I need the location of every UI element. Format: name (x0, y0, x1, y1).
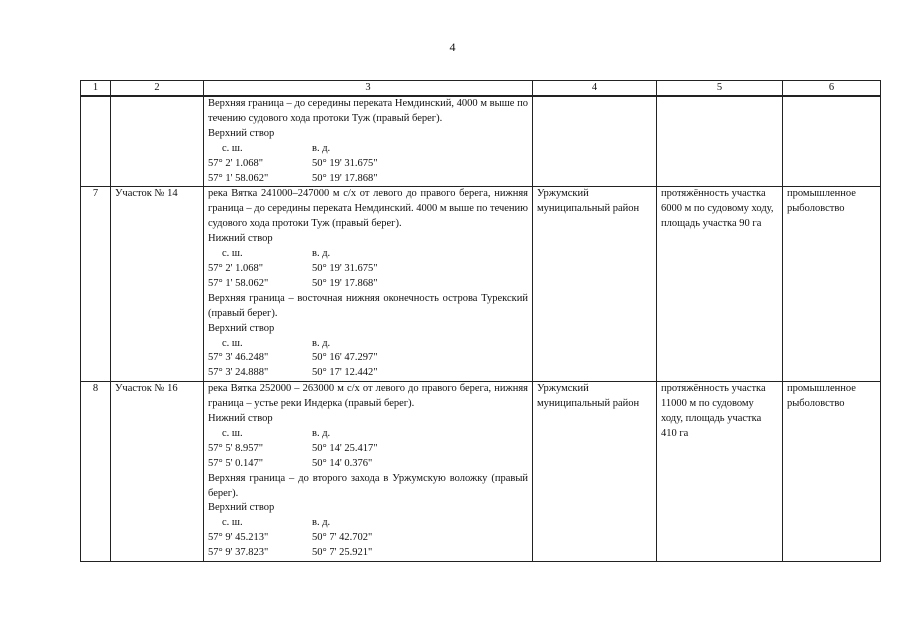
latitude: 57° 1' 58.062" (208, 277, 269, 289)
coordinate-line (208, 247, 528, 262)
description-line: река Вятка 241000–247000 м с/х от левого до правого берега, нижняя граница – до середины переката Немдинский. 4000 м выше по течению судового хода протоки Туж (правый берег). (208, 188, 528, 230)
header-cell: 1 (81, 81, 111, 97)
fishing-use (783, 96, 881, 187)
coordinate-line (208, 351, 528, 366)
coordinate-line (208, 337, 528, 352)
description-line: Нижний створ (208, 233, 273, 245)
latitude: 57° 1' 58.062" (208, 172, 269, 184)
area-description (204, 96, 533, 187)
district: Уржумский муниципальный район (533, 382, 657, 562)
longitude: 50° 16' 47.297" (312, 352, 378, 364)
coordinate-line (208, 172, 528, 187)
latitude: 57° 3' 46.248" (208, 352, 269, 364)
description-line: Верхняя граница – восточная нижняя оконечность острова Турекский (правый берег). (208, 292, 528, 319)
header-row (81, 81, 881, 97)
table-row (81, 187, 881, 382)
extent: протяжённость участка 11000 м по судовому ходу, площадь участка 410 га (657, 382, 783, 562)
area-description (204, 382, 533, 562)
description-line: Верхняя граница – до середины переката Немдинский, 4000 м выше по течению судового хода протоки Туж (правый берег). (208, 98, 528, 124)
district: Уржумский муниципальный район (533, 187, 657, 382)
longitude: в. д. (312, 427, 331, 439)
longitude: 50° 17' 12.442" (312, 367, 378, 379)
coordinate-line (208, 142, 528, 157)
longitude: в. д. (312, 517, 331, 529)
longitude: в. д. (312, 337, 331, 349)
longitude: 50° 19' 31.675" (312, 262, 378, 274)
description-line: Верхний створ (208, 322, 275, 334)
coordinate-line (208, 457, 528, 472)
latitude: 57° 2' 1.068" (208, 157, 264, 169)
latitude: с. ш. (222, 248, 243, 260)
area-name: Участок № 16 (111, 382, 204, 562)
description-line: Верхний створ (208, 127, 275, 139)
fishing-use: промышленное рыболовство (783, 382, 881, 562)
area-name: Участок № 14 (111, 187, 204, 382)
area-name (111, 96, 204, 187)
latitude: 57° 5' 0.147" (208, 457, 264, 469)
coordinate-line (208, 442, 528, 457)
coordinate-line (208, 262, 528, 277)
latitude: с. ш. (222, 337, 243, 349)
latitude: с. ш. (222, 142, 243, 154)
extent: протяжённость участка 6000 м по судовому ходу, площадь участка 90 га (657, 187, 783, 382)
fishing-use: промышленное рыболовство (783, 187, 881, 382)
coordinate-line (208, 157, 528, 172)
longitude: 50° 14' 0.376" (312, 457, 373, 469)
longitude: 50° 14' 25.417" (312, 442, 378, 454)
longitude: в. д. (312, 142, 331, 154)
latitude: 57° 9' 37.823" (208, 547, 269, 559)
latitude: с. ш. (222, 517, 243, 529)
longitude: 50° 19' 31.675" (312, 157, 378, 169)
longitude: 50° 19' 17.868" (312, 277, 378, 289)
coordinate-line (208, 531, 528, 546)
header-cell: 3 (204, 81, 533, 97)
description-line: река Вятка 252000 – 263000 м с/х от левого до правого берега, нижняя граница – устье реки Индерка (правый берег). (208, 383, 528, 410)
header-cell: 5 (657, 81, 783, 97)
longitude: 50° 7' 25.921" (312, 547, 373, 559)
row-number (81, 96, 111, 187)
table-row (81, 96, 881, 187)
coordinate-line (208, 546, 528, 561)
description-line: Нижний створ (208, 413, 273, 425)
table-row (81, 382, 881, 562)
page-number: 4 (449, 40, 456, 54)
description-line: Верхняя граница – до второго захода в Уржумскую воложку (правый берег). (208, 472, 528, 499)
latitude: 57° 3' 24.888" (208, 367, 269, 379)
coordinate-line (208, 277, 528, 292)
longitude: 50° 7' 42.702" (312, 532, 373, 544)
coordinate-line (208, 427, 528, 442)
header-cell: 4 (533, 81, 657, 97)
longitude: 50° 19' 17.868" (312, 172, 378, 184)
district (533, 96, 657, 187)
latitude: 57° 5' 8.957" (208, 442, 264, 454)
latitude: с. ш. (222, 427, 243, 439)
area-description (204, 187, 533, 382)
header-cell: 2 (111, 81, 204, 97)
latitude: 57° 9' 45.213" (208, 532, 269, 544)
description-line: Верхний створ (208, 502, 275, 514)
longitude: в. д. (312, 248, 331, 260)
latitude: 57° 2' 1.068" (208, 262, 264, 274)
coordinate-line (208, 516, 528, 531)
row-number: 8 (81, 382, 111, 562)
coordinate-line (208, 366, 528, 381)
row-number: 7 (81, 187, 111, 382)
fishing-areas-table (80, 80, 881, 562)
header-cell: 6 (783, 81, 881, 97)
extent (657, 96, 783, 187)
